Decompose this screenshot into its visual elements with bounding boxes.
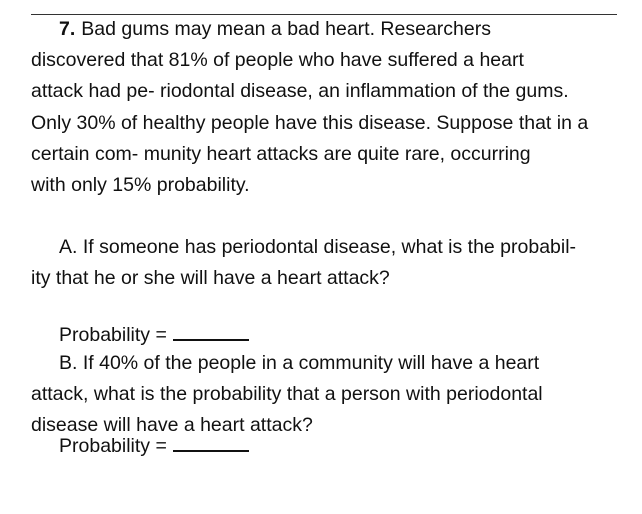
part-b-answer-blank[interactable]: [173, 430, 249, 452]
part-a-prompt: [31, 232, 631, 294]
part-b-line-3: disease will have a heart attack?: [31, 414, 313, 437]
part-a-answer-blank[interactable]: [173, 319, 249, 341]
part-b-answer-label: Probability =: [59, 435, 167, 457]
question-number: 7.: [59, 18, 76, 40]
question-line-4: Only 30% of healthy people have this disease. Suppose that in a: [31, 111, 589, 134]
part-a-answer-row: [31, 319, 631, 351]
part-b-line-1: B. If 40% of the people in a community will have a heart: [59, 352, 540, 374]
question-line-2: discovered that 81% of people who have suffered a heart: [31, 49, 524, 72]
part-b-line-2: attack, what is the probability that a person with periodontal: [31, 383, 543, 406]
part-b-answer-row: [31, 430, 631, 462]
part-b-prompt: [31, 348, 631, 442]
question-line-6: with only 15% probability.: [31, 174, 250, 197]
question-line-5: certain com- munity heart attacks are quite rare, occurring: [31, 142, 531, 165]
question-line-3: attack had pe- riodontal disease, an inflammation of the gums.: [31, 80, 569, 103]
part-a-line-1: A. If someone has periodontal disease, what is the probabil-: [59, 236, 577, 258]
question-text: [31, 14, 631, 201]
question-line-1: 7. Bad gums may mean a bad heart. Researchers: [59, 18, 491, 40]
part-a-line-2: ity that he or she will have a heart attack?: [31, 267, 390, 290]
part-a-answer-label: Probability =: [59, 324, 167, 346]
